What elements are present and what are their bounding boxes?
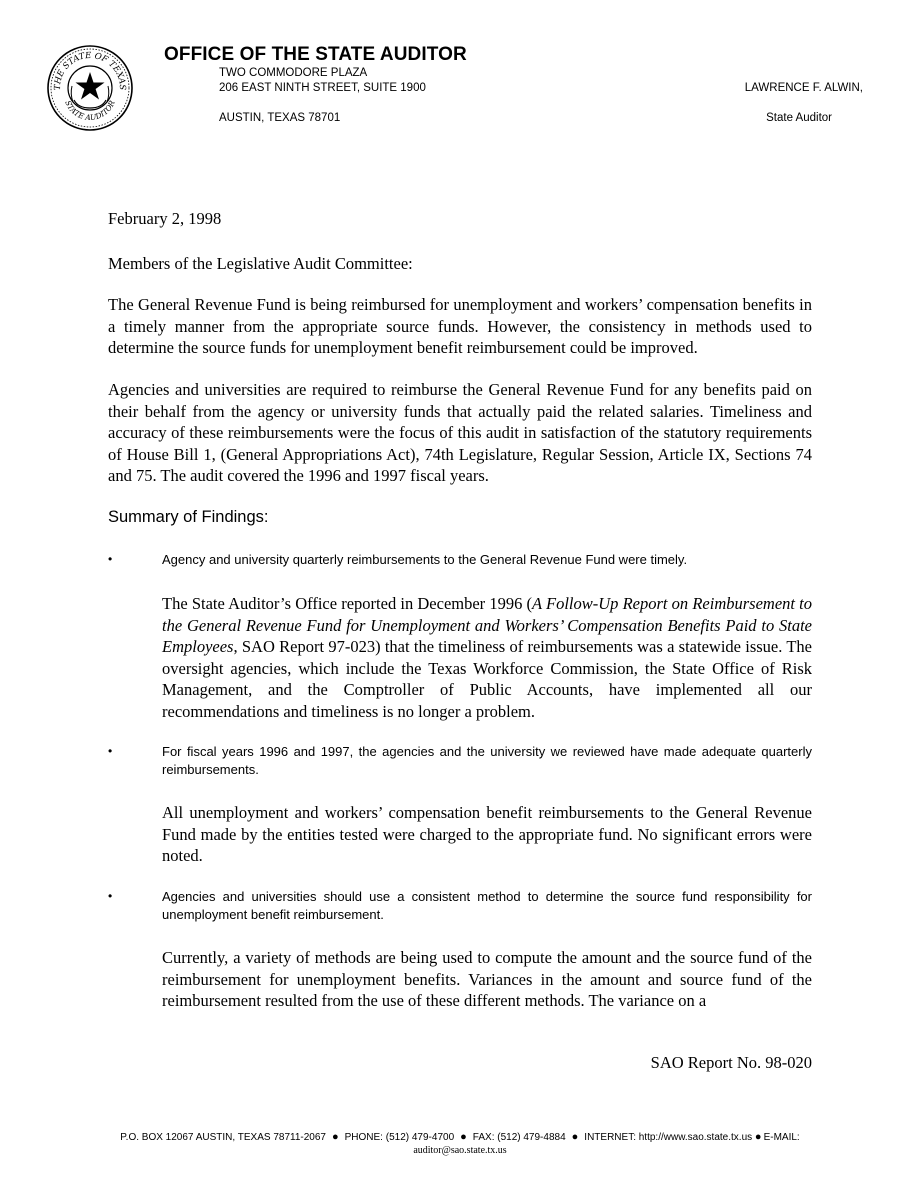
finding-body: All unemployment and workers’ compensation benefit reimbursements to the General Revenue Fund made by the entities tested were charged to the appropriate fund. No significant errors were noted. — [162, 803, 812, 865]
seal-top-text: THE STATE OF TEXAS — [52, 50, 128, 91]
office-title: OFFICE OF THE STATE AUDITOR — [164, 44, 467, 65]
separator-dot-icon: ● — [571, 1131, 579, 1143]
finding-body-pre: The State Auditor’s Office reported in December 1996 ( — [162, 594, 533, 613]
summary-heading: Summary of Findings: — [108, 508, 269, 526]
footer-po-box: P.O. BOX 12067 AUSTIN, TEXAS 78711-2067 — [120, 1132, 326, 1143]
footer-contact — [0, 1130, 920, 1145]
seal-bottom-text: STATE AUDITOR — [63, 99, 117, 123]
address-line-3: AUSTIN, TEXAS 78701 — [219, 112, 341, 124]
state-seal-icon — [46, 44, 134, 132]
finding-body: Currently, a variety of methods are being used to compute the amount and the source fund of the reimbursement for unemployment benefits. Variances in the amount and source fund of the reimbursement resulted from the use of these different methods. The variance on a — [162, 948, 812, 1010]
intro-paragraph: The General Revenue Fund is being reimbursed for unemployment and workers’ compensation benefits in a timely manner from the appropriate source funds. However, the consistency in methods used to determine the source funds for unemployment benefit reimbursement could be improved. — [108, 295, 812, 357]
salutation: Members of the Legislative Audit Committee: — [108, 254, 413, 273]
footer-internet: INTERNET: http://www.sao.state.tx.us — [584, 1132, 753, 1143]
finding-body — [162, 593, 812, 722]
footer-phone: PHONE: (512) 479-4700 — [344, 1132, 455, 1143]
bullet-icon: • — [108, 744, 113, 758]
footer-email-label: E-MAIL: — [763, 1132, 800, 1143]
separator-dot-icon: ● — [460, 1131, 467, 1143]
finding-body-post: , SAO Report 97-023) that the timeliness of reimbursements was a statewide issue. The oversight agencies, which include the Texas Workforce Commission, the State Office of Risk Management, and the Comptroller of Public Accounts, have implemented all our recommendations and timeliness is no longer a problem. — [162, 637, 812, 721]
auditor-name: LAWRENCE F. ALWIN, — [744, 82, 863, 94]
address-line-2: 206 EAST NINTH STREET, SUITE 1900 — [219, 82, 426, 94]
cited-report-title: A Follow-Up Report on Reimbursement to the General Revenue Fund for Unemployment and Workers’ Compensation Benefits Paid to State Employees — [162, 594, 812, 656]
footer-fax: FAX: (512) 479-4884 — [472, 1132, 566, 1143]
finding-title: For fiscal years 1996 and 1997, the agencies and the university we reviewed have made adequate quarterly reimbursements. — [162, 744, 812, 777]
report-number: SAO Report No. 98-020 — [650, 1053, 812, 1072]
bullet-icon: • — [108, 552, 113, 566]
finding-title: Agencies and universities should use a consistent method to determine the source fund responsibility for unemployment benefit reimbursement. — [162, 889, 812, 922]
finding-title: Agency and university quarterly reimbursements to the General Revenue Fund were timely. — [162, 552, 688, 567]
address-line-1: TWO COMMODORE PLAZA — [219, 67, 368, 79]
letter-date: February 2, 1998 — [108, 209, 222, 228]
auditor-title: State Auditor — [766, 112, 832, 124]
separator-dot-icon: ● — [331, 1131, 339, 1143]
scope-paragraph: Agencies and universities are required to reimburse the General Revenue Fund for any benefits paid on their behalf from the agency or university funds that actually paid the related salaries. Timeliness and accuracy of these reimbursements were the focus of this audit in satisfaction of the statutory requirements of House Bill 1, (General Appropriations Act), 74th Legislature, Regular Session, Article IX, Sections 74 and 75. The audit covered the 1996 and 1997 fiscal years. — [108, 380, 812, 485]
bullet-icon: • — [108, 889, 113, 903]
separator-dot-icon: ● — [754, 1131, 762, 1143]
footer-email: auditor@sao.state.tx.us — [413, 1145, 507, 1156]
